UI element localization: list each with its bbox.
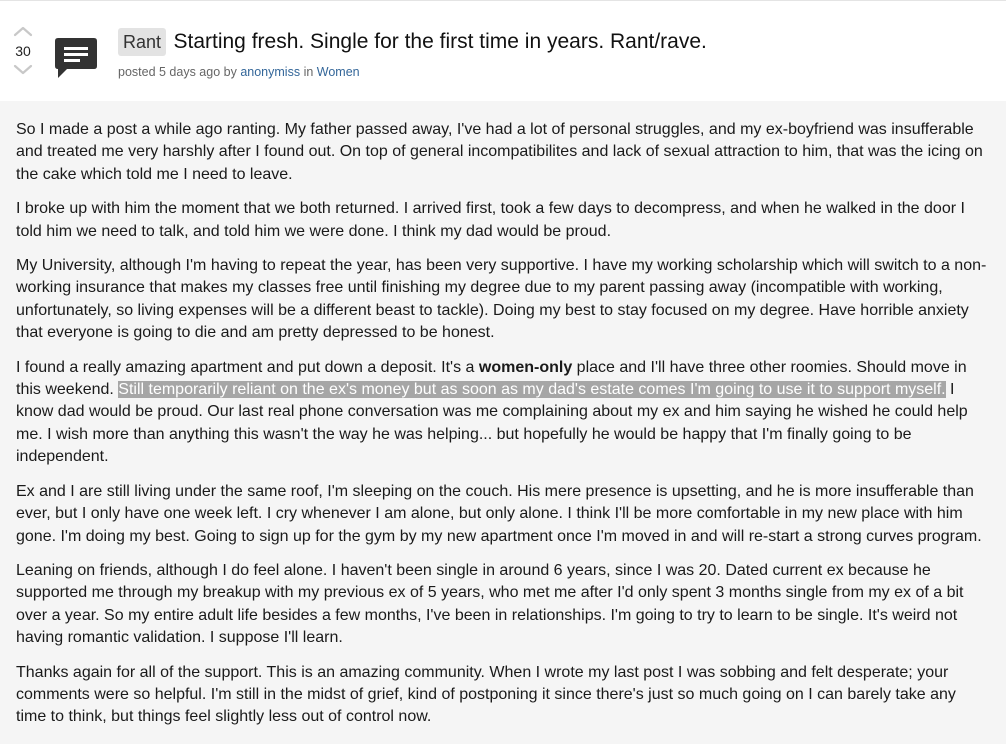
chevron-up-icon[interactable] [10,23,36,39]
upvote-button[interactable] [10,23,36,39]
post-tagline [118,65,360,79]
community-link[interactable]: Women [316,65,360,79]
tagline-in: in [303,65,314,79]
tagline-prefix: posted 5 days ago by [118,65,237,79]
vote-box [10,23,36,78]
flair-badge: Rant [118,28,166,56]
p4-bold: women-only [478,358,573,376]
author-link[interactable]: anonymiss [240,65,301,79]
title-line [118,28,707,56]
p4-text-a: I found a really amazing apartment and put down a deposit. It's a [16,358,479,376]
post-title[interactable]: Starting fresh. Single for the first time in years. Rant/rave. [173,30,707,53]
post-header [0,0,1006,101]
p4-text-c: I know dad would be proud. Our last real phone conversation was me complaining about my ex and him saying he wished he could help me. I wish more than anything this wasn't the way he was helping... but hopefully he would be happy that I'm finally going to be independent. [16,381,968,466]
body-paragraph-1: So I made a post a while ago ranting. My father passed away, I've had a lot of personal struggles, and my ex-boyfriend was insufferable and treated me very harshly after I found out. On top of general incompatibilites and lack of sexual attraction to him, that was the icing on the cake which told me I need to leave. [16,121,983,183]
body-paragraph-3: My University, although I'm having to repeat the year, has been very supportive. I have my working scholarship which will switch to a non-working insurance that makes my classes free until finishing my degree due to my parent passing away (incompatible with working, unfortunately, so living expenses will be a different beast to tackle). Doing my best to stay focused on my degree. Have horrible anxiety that everyone is going to die and am pretty depressed to be honest. [16,257,987,342]
text-post-thumbnail[interactable] [53,36,99,80]
body-paragraph-7: Thanks again for all of the support. This is an amazing community. When I wrote my last post I was sobbing and felt desperate; your comments were so helpful. I'm still in the midst of grief, kind of postponing it since there's just so much going on I can barely take any time to think, but things feel slightly less out of control now. [16,663,956,726]
body-paragraph-4 [16,357,990,469]
downvote-button[interactable] [10,62,36,78]
p4-text-b: place and I'll have three other roomies. Should move in this weekend. [16,358,967,399]
body-paragraph-2: I broke up with him the moment that we both returned. I arrived first, took a few days to decompress, and when he walked in the door I told him we need to talk, and told him we were done. I think my dad would be proud. [16,200,965,240]
selected-text-highlight: Still temporarily reliant on the ex's money but as soon as my dad's estate comes I'm going to use it to support myself. [118,381,946,399]
text-post-icon[interactable] [53,36,99,80]
post-body [0,101,1006,729]
chevron-down-icon[interactable] [10,62,36,78]
vote-score: 30 [15,43,31,59]
body-paragraph-5: Ex and I are still living under the same roof, I'm sleeping on the couch. His mere presence is upsetting, and he is more insufferable than ever, but I only have one week left. I cry whenever I am alone, but only alone. I think I'll be more comfortable in my new place with him gone. I'm doing my best. Going to sign up for the gym by my new apartment once I'm moved in and will re-start a strong curves program. [16,482,982,545]
body-paragraph-6: Leaning on friends, although I do feel alone. I haven't been single in around 6 years, since I was 20. Dated current ex because he supported me through my breakup with my previous ex of 5 years, who met me after I'd only spent 3 months single from my ex of a bit over a year. So my entire adult life besides a few months, I've been in relationships. I'm going to try to learn to be single. It's weird not having romantic validation. I suppose I'll learn. [16,561,964,647]
